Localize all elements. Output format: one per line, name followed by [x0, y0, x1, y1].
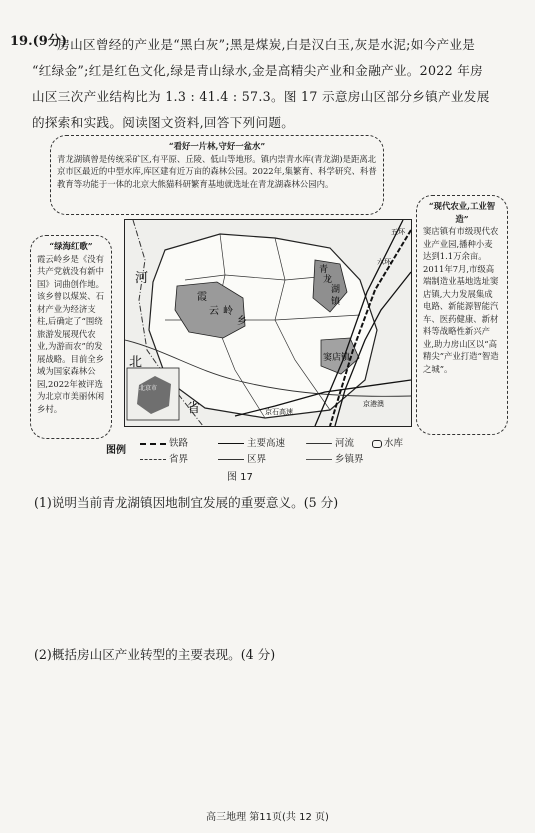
intro-line-4: 的探索和实践。阅读图文资料,回答下列问题。	[32, 115, 295, 130]
legend-township-text: 乡镇界	[335, 454, 364, 465]
map-label-qinglong-1: 青	[319, 265, 329, 275]
callout-left-body: 霞云岭乡是《没有共产党就没有新中国》词曲创作地。该乡曾以煤炭、石材产业为经济支柱,后确定了“围绕旅游发展现代农业,为游而农”的发展战略。目前全乡域为国家森林公园,2022年被评选为北京市美丽休闲乡村。	[37, 253, 104, 414]
map-label-doudian: 窦店镇	[323, 353, 351, 363]
question-intro	[32, 32, 520, 136]
province-swatch	[140, 459, 166, 460]
map-label-beijing: 北京市	[139, 385, 158, 392]
intro-line-2: “红绿金”;红是红色文化,绿是青山绿水,金是高精尖产业和金融产业。2022 年房	[32, 63, 483, 78]
fangshan-boundary	[149, 234, 377, 418]
map-label-xiayun-4: 乡	[237, 316, 247, 327]
map-label-qinglong-3: 湖	[331, 285, 341, 295]
legend-label: 图例	[106, 445, 126, 456]
map-label-qinglong-4: 镇	[331, 297, 341, 307]
map-label-hebei-2: 北	[129, 355, 143, 370]
figure-17	[30, 135, 510, 485]
callout-right-body: 窦店镇有市级现代农业产业园,播种小麦达到1.1万余亩。2011年7月,市级高端制造业基地选址窦店镇,大力发展集成电路、新能源智能汽车、医药健康、新材料等战略性新兴产业,助力房山区以“高精尖”产业打造“智造之城”。	[423, 226, 499, 374]
map-label-liuhuan: 六环	[377, 258, 391, 266]
legend-reservoir	[372, 435, 403, 449]
legend-district	[218, 451, 266, 465]
map-label-wuhuan: 五环	[391, 228, 405, 236]
figure-caption: 图 17	[227, 472, 253, 483]
highway-swatch	[218, 443, 244, 444]
legend-railway-text: 铁路	[169, 438, 189, 449]
callout-right-title: “现代农业,工业智造”	[428, 201, 496, 224]
callout-doudian	[416, 195, 508, 435]
map-label-hebei-3: 省	[187, 401, 201, 416]
map-label-jingshi: 京石高速	[265, 408, 293, 416]
map-label-qinglong-2: 龙	[323, 275, 333, 285]
legend-reservoir-text: 水库	[384, 438, 404, 449]
sub-question-1: (1)说明当前青龙湖镇因地制宜发展的重要意义。(5 分)	[34, 495, 339, 510]
legend-highway	[218, 435, 285, 449]
reservoir-icon	[372, 440, 382, 448]
legend-river	[306, 435, 354, 449]
map-label-xiayun-3: 岭	[223, 306, 233, 317]
question-score: (9分)	[32, 34, 67, 49]
map-label-jinggang: 京港澳	[363, 400, 384, 408]
map-label-xiayun-2: 云	[209, 306, 219, 317]
legend-province	[140, 451, 188, 465]
intro-line-3: 山区三次产业结构比为 1.3 : 41.4 : 57.3。图 17 示意房山区部分乡镇产业发展	[32, 89, 490, 104]
river-swatch	[306, 443, 332, 444]
railway-swatch	[140, 443, 166, 445]
callout-xiayunling	[30, 235, 112, 439]
fangshan-map	[124, 219, 412, 427]
callout-top-title: “看好一片林,守好一盆水”	[168, 141, 266, 151]
legend-railway	[140, 435, 188, 449]
legend-township	[306, 451, 364, 465]
legend-highway-text: 主要高速	[247, 438, 286, 449]
map-label-xiayun-1: 霞	[197, 292, 207, 303]
callout-top-body: 青龙湖镇曾是传统采矿区,有平原、丘陵、低山等地形。镇内崇青水库(青龙湖)是距离北京市区最近的中型水库,库区建有近万亩的森林公园。2022年,集繁育、科学研究、科普教育等功能于一体的北京大熊猫科研繁育基地就选址在青龙湖森林公园内。	[57, 153, 377, 189]
page-footer: 高三地理 第11页(共 12 页)	[206, 812, 329, 823]
map-label-hebei-1: 河	[135, 271, 149, 286]
question-index: 19.	[10, 34, 33, 49]
legend-river-text: 河流	[335, 438, 355, 449]
map-svg	[125, 220, 411, 426]
legend-district-text: 区界	[247, 454, 267, 465]
district-swatch	[218, 459, 244, 460]
township-swatch	[306, 459, 332, 460]
legend-province-text: 省界	[169, 454, 189, 465]
intro-line-1: 房山区曾经的产业是“黑白灰”;黑是煤炭,白是汉白玉,灰是水泥;如今产业是	[57, 37, 476, 52]
callout-left-title: “绿海红歌”	[49, 241, 93, 251]
sub-question-2: (2)概括房山区产业转型的主要表现。(4 分)	[34, 647, 276, 662]
callout-qinglonghu	[50, 135, 384, 215]
